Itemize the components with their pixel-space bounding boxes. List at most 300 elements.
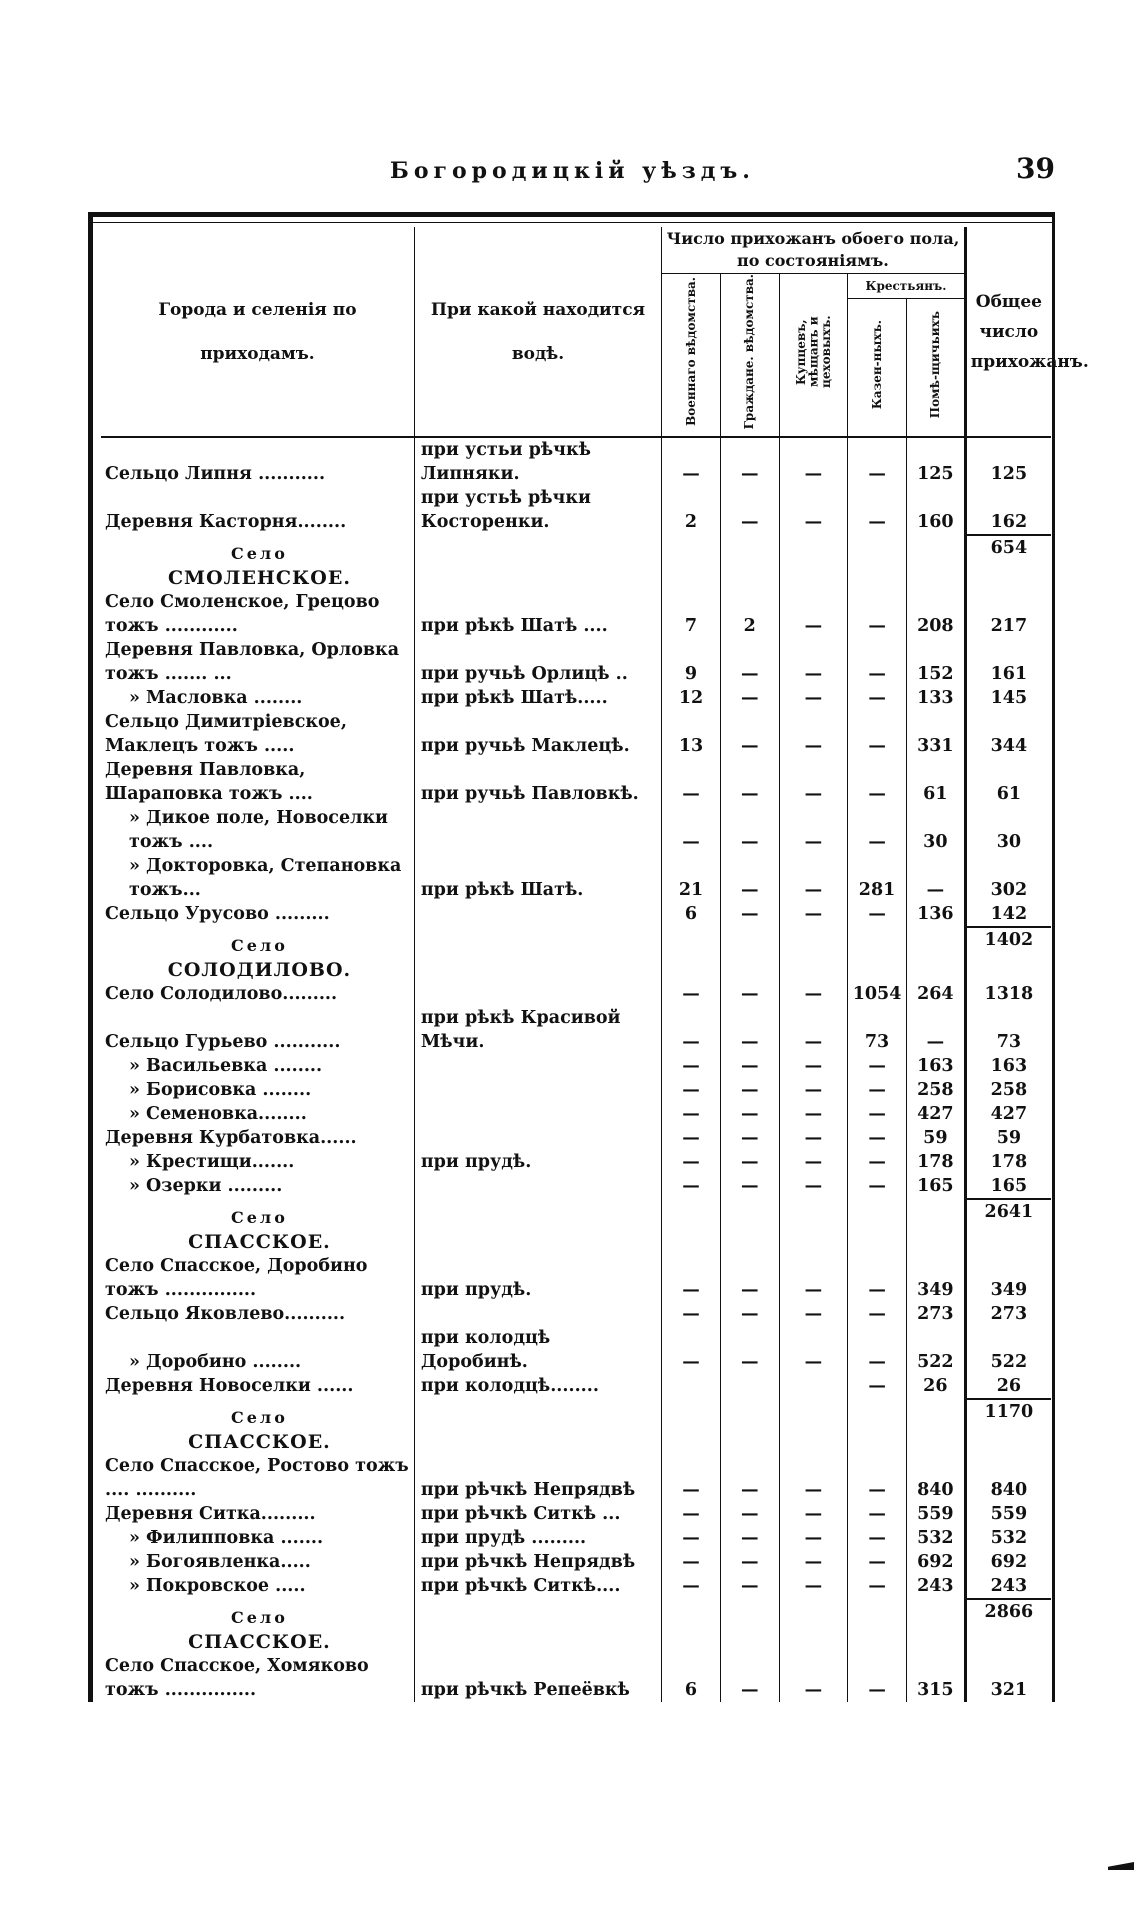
table-row bbox=[101, 982, 1051, 1006]
military-count: 12 bbox=[662, 686, 721, 710]
col-place-header: Города и селенія по приходамъ. bbox=[101, 227, 414, 437]
merchants-count: — bbox=[779, 1526, 848, 1550]
landlord-peasants-count: 315 bbox=[906, 1654, 965, 1702]
landlord-peasants-count: 30 bbox=[906, 806, 965, 854]
table-row bbox=[101, 437, 1051, 486]
merchants-count: — bbox=[779, 486, 848, 534]
section-kind: Село bbox=[231, 544, 288, 564]
table-row bbox=[101, 686, 1051, 710]
military-count bbox=[662, 1374, 721, 1398]
military-count: — bbox=[662, 1454, 721, 1502]
state-peasants-count: — bbox=[848, 1126, 907, 1150]
page-header bbox=[90, 150, 1055, 190]
place-name: Деревня Касторня........ bbox=[105, 512, 347, 533]
water-source: при устьѣ рѣчки Косторенки. bbox=[414, 486, 661, 534]
water-source bbox=[414, 1078, 661, 1102]
section-total-cell bbox=[965, 1398, 1051, 1454]
civil-count: — bbox=[720, 437, 779, 486]
state-peasants-count: — bbox=[848, 1454, 907, 1502]
table-body bbox=[101, 437, 1051, 1702]
state-peasants-count: — bbox=[848, 686, 907, 710]
water-source: при ручьѣ Павловкѣ. bbox=[414, 758, 661, 806]
landlord-peasants-count: 160 bbox=[906, 486, 965, 534]
table-row bbox=[101, 1078, 1051, 1102]
civil-count: — bbox=[720, 806, 779, 854]
civil-count: — bbox=[720, 686, 779, 710]
military-count: — bbox=[662, 1254, 721, 1302]
landlord-peasants-count: 125 bbox=[906, 437, 965, 486]
military-count: 13 bbox=[662, 710, 721, 758]
merchants-count: — bbox=[779, 854, 848, 902]
military-count: 9 bbox=[662, 638, 721, 686]
place-name: » Покровское ..... bbox=[129, 1576, 306, 1597]
water-source: при рѣкѣ Шатѣ .... bbox=[414, 590, 661, 638]
military-count: 7 bbox=[662, 590, 721, 638]
table-row bbox=[101, 806, 1051, 854]
col-landlord-header: Помѣ-щичьихъ bbox=[906, 299, 965, 438]
total-count: 532 bbox=[965, 1526, 1051, 1550]
civil-count: — bbox=[720, 1526, 779, 1550]
state-peasants-count: — bbox=[848, 1374, 907, 1398]
civil-count: — bbox=[720, 1126, 779, 1150]
total-count: 217 bbox=[965, 590, 1051, 638]
section-kind: Село bbox=[231, 936, 288, 956]
parish-table bbox=[101, 227, 1089, 1702]
military-count: — bbox=[662, 1302, 721, 1326]
water-source: при рѣчкѣ Репеёвкѣ bbox=[414, 1654, 661, 1702]
civil-count: — bbox=[720, 1654, 779, 1702]
state-peasants-count: — bbox=[848, 1150, 907, 1174]
merchants-count: — bbox=[779, 1254, 848, 1302]
section-name: СПАССКОЕ. bbox=[188, 1231, 331, 1254]
col-group-header: Число прихожанъ обоего пола, по состояніямъ. bbox=[662, 227, 966, 274]
water-source: при ручьѣ Орлицѣ .. bbox=[414, 638, 661, 686]
table-row bbox=[101, 1654, 1051, 1702]
state-peasants-count: 281 bbox=[848, 854, 907, 902]
military-count: — bbox=[662, 1502, 721, 1526]
table-row bbox=[101, 1374, 1051, 1398]
state-peasants-count: — bbox=[848, 1502, 907, 1526]
place-name: Село Спасское, Доробино тожъ ............... bbox=[105, 1256, 368, 1301]
landlord-peasants-count: 273 bbox=[906, 1302, 965, 1326]
merchants-count: — bbox=[779, 1502, 848, 1526]
military-count: — bbox=[662, 1126, 721, 1150]
section-heading bbox=[101, 926, 414, 982]
place-name: Деревня Ситка......... bbox=[105, 1504, 316, 1525]
place-name: Село Смоленское, Грецово тожъ ............ bbox=[105, 592, 380, 637]
place-name: Сельцо Димитріевское, Маклецъ тожъ ..... bbox=[105, 712, 347, 757]
merchants-count: — bbox=[779, 638, 848, 686]
total-count: 273 bbox=[965, 1302, 1051, 1326]
water-source: при устьи рѣчкѣ Липняки. bbox=[414, 437, 661, 486]
place-name: Село Спасское, Хомяково тожъ ............... bbox=[105, 1656, 369, 1701]
section-total-cell bbox=[965, 926, 1051, 982]
frame-rule bbox=[93, 222, 1052, 223]
place-name: Сельцо Яковлево.......... bbox=[105, 1304, 346, 1325]
merchants-count: — bbox=[779, 1550, 848, 1574]
military-count: 6 bbox=[662, 1654, 721, 1702]
water-source bbox=[414, 806, 661, 854]
register-table-frame bbox=[88, 212, 1089, 1702]
landlord-peasants-count: 331 bbox=[906, 710, 965, 758]
table-row bbox=[101, 486, 1051, 534]
civil-count: — bbox=[720, 854, 779, 902]
total-count: 30 bbox=[965, 806, 1051, 854]
col-total-header: Общее число прихожанъ. bbox=[965, 227, 1051, 437]
place-name: Деревня Новоселки ...... bbox=[105, 1376, 354, 1397]
total-count: 344 bbox=[965, 710, 1051, 758]
state-peasants-count: — bbox=[848, 710, 907, 758]
table-row bbox=[101, 1150, 1051, 1174]
state-peasants-count: 1054 bbox=[848, 982, 907, 1006]
civil-count: — bbox=[720, 902, 779, 926]
civil-count: — bbox=[720, 1174, 779, 1198]
landlord-peasants-count: 136 bbox=[906, 902, 965, 926]
merchants-count: — bbox=[779, 686, 848, 710]
water-source: при ручьѣ Маклецѣ. bbox=[414, 710, 661, 758]
table-row bbox=[101, 710, 1051, 758]
total-count: 427 bbox=[965, 1102, 1051, 1126]
place-name: » Масловка ........ bbox=[129, 688, 303, 709]
total-count: 163 bbox=[965, 1054, 1051, 1078]
section-heading-row bbox=[101, 1398, 1051, 1454]
section-heading bbox=[101, 1198, 414, 1254]
civil-count: — bbox=[720, 1574, 779, 1598]
military-count: — bbox=[662, 758, 721, 806]
civil-count: — bbox=[720, 710, 779, 758]
water-source: при прудѣ. bbox=[414, 1150, 661, 1174]
landlord-peasants-count: 178 bbox=[906, 1150, 965, 1174]
military-count: 2 bbox=[662, 486, 721, 534]
total-count: 165 bbox=[965, 1174, 1051, 1198]
merchants-count: — bbox=[779, 1302, 848, 1326]
landlord-peasants-count: 208 bbox=[906, 590, 965, 638]
landlord-peasants-count: 258 bbox=[906, 1078, 965, 1102]
civil-count: — bbox=[720, 1006, 779, 1054]
total-count: 162 bbox=[965, 486, 1051, 534]
section-heading-row bbox=[101, 534, 1051, 590]
total-count: 243 bbox=[965, 1574, 1051, 1598]
col-civil-header: Граждане. вѣдомства. bbox=[720, 274, 779, 438]
place-name: » Семеновка........ bbox=[129, 1104, 307, 1125]
state-peasants-count: — bbox=[848, 758, 907, 806]
state-peasants-count: — bbox=[848, 638, 907, 686]
section-kind: Село bbox=[231, 1208, 288, 1228]
state-peasants-count: — bbox=[848, 486, 907, 534]
table-row bbox=[101, 1174, 1051, 1198]
civil-count bbox=[720, 1374, 779, 1398]
military-count: — bbox=[662, 1326, 721, 1374]
place-name: » Озерки ......... bbox=[129, 1176, 283, 1197]
landlord-peasants-count: — bbox=[906, 1006, 965, 1054]
water-source bbox=[414, 1054, 661, 1078]
state-peasants-count: — bbox=[848, 1526, 907, 1550]
total-count: 73 bbox=[965, 1006, 1051, 1054]
military-count: — bbox=[662, 982, 721, 1006]
table-row bbox=[101, 590, 1051, 638]
table-row bbox=[101, 1550, 1051, 1574]
table-row bbox=[101, 1102, 1051, 1126]
landlord-peasants-count: 133 bbox=[906, 686, 965, 710]
place-name: » Филипповка ....... bbox=[129, 1528, 324, 1549]
landlord-peasants-count: 165 bbox=[906, 1174, 965, 1198]
total-count: 302 bbox=[965, 854, 1051, 902]
merchants-count: — bbox=[779, 437, 848, 486]
water-source bbox=[414, 902, 661, 926]
total-count: 349 bbox=[965, 1254, 1051, 1302]
page-corner-mark bbox=[1108, 1862, 1134, 1870]
total-count: 61 bbox=[965, 758, 1051, 806]
total-count: 258 bbox=[965, 1078, 1051, 1102]
total-count: 178 bbox=[965, 1150, 1051, 1174]
landlord-peasants-count: 59 bbox=[906, 1126, 965, 1150]
page-number: 39 bbox=[1016, 152, 1055, 185]
water-source: при прудѣ. bbox=[414, 1254, 661, 1302]
section-total: 1170 bbox=[967, 1398, 1051, 1424]
page-title: Богородицкій уѣздъ. bbox=[390, 158, 755, 184]
place-name: Село Солодилово......... bbox=[105, 984, 338, 1005]
section-kind: Село bbox=[231, 1608, 288, 1628]
military-count: 21 bbox=[662, 854, 721, 902]
section-heading bbox=[101, 1598, 414, 1654]
place-name: Деревня Курбатовка...... bbox=[105, 1128, 357, 1149]
table-row bbox=[101, 638, 1051, 686]
section-total: 2866 bbox=[967, 1598, 1051, 1624]
landlord-peasants-count: 243 bbox=[906, 1574, 965, 1598]
civil-count: 2 bbox=[720, 590, 779, 638]
total-count: 321 bbox=[965, 1654, 1051, 1702]
place-name: Сельцо Гурьево ........... bbox=[105, 1032, 341, 1053]
place-name: » Доробино ........ bbox=[129, 1352, 302, 1373]
civil-count: — bbox=[720, 1326, 779, 1374]
water-source: при рѣкѣ Шатѣ..... bbox=[414, 686, 661, 710]
civil-count: — bbox=[720, 1550, 779, 1574]
section-heading-row bbox=[101, 926, 1051, 982]
water-source: при рѣкѣ Красивой Мѣчи. bbox=[414, 1006, 661, 1054]
total-count: 559 bbox=[965, 1502, 1051, 1526]
water-source: при рѣчкѣ Непрядвѣ bbox=[414, 1550, 661, 1574]
state-peasants-count: — bbox=[848, 1102, 907, 1126]
state-peasants-count: — bbox=[848, 437, 907, 486]
section-total: 2641 bbox=[967, 1198, 1051, 1224]
water-source bbox=[414, 982, 661, 1006]
total-count: 522 bbox=[965, 1326, 1051, 1374]
section-total-cell bbox=[965, 1198, 1051, 1254]
military-count: — bbox=[662, 1550, 721, 1574]
table-row bbox=[101, 758, 1051, 806]
section-name: СПАССКОЕ. bbox=[188, 1631, 331, 1654]
merchants-count: — bbox=[779, 1454, 848, 1502]
merchants-count: — bbox=[779, 1078, 848, 1102]
military-count: — bbox=[662, 1174, 721, 1198]
table-row bbox=[101, 1006, 1051, 1054]
section-total: 1402 bbox=[967, 926, 1051, 952]
state-peasants-count: — bbox=[848, 1326, 907, 1374]
table-header bbox=[101, 227, 1089, 437]
landlord-peasants-count: 532 bbox=[906, 1526, 965, 1550]
section-total-cell bbox=[965, 1598, 1051, 1654]
merchants-count: — bbox=[779, 1174, 848, 1198]
military-count: — bbox=[662, 1078, 721, 1102]
state-peasants-count: — bbox=[848, 1550, 907, 1574]
military-count: — bbox=[662, 437, 721, 486]
landlord-peasants-count: 840 bbox=[906, 1454, 965, 1502]
place-name: Село Спасское, Ростово тожъ .... .......... bbox=[105, 1456, 409, 1501]
col-military-header: Военнаго вѣдомства. bbox=[662, 274, 721, 438]
merchants-count: — bbox=[779, 1006, 848, 1054]
state-peasants-count: — bbox=[848, 902, 907, 926]
merchants-count: — bbox=[779, 1126, 848, 1150]
landlord-peasants-count: 559 bbox=[906, 1502, 965, 1526]
civil-count: — bbox=[720, 1502, 779, 1526]
table-row bbox=[101, 1454, 1051, 1502]
military-count: — bbox=[662, 1054, 721, 1078]
state-peasants-count: — bbox=[848, 1254, 907, 1302]
section-kind: Село bbox=[231, 1408, 288, 1428]
merchants-count: — bbox=[779, 1054, 848, 1078]
civil-count: — bbox=[720, 1054, 779, 1078]
col-water-header: При какой находится водѣ. bbox=[414, 227, 661, 437]
col-peasants-header: Крестьянъ. bbox=[848, 274, 966, 299]
military-count: — bbox=[662, 1574, 721, 1598]
state-peasants-count: 73 bbox=[848, 1006, 907, 1054]
water-source: при колодцѣ Доробинѣ. bbox=[414, 1326, 661, 1374]
merchants-count: — bbox=[779, 1574, 848, 1598]
section-heading-row bbox=[101, 1198, 1051, 1254]
state-peasants-count: — bbox=[848, 806, 907, 854]
section-name: СОЛОДИЛОВО. bbox=[167, 959, 352, 982]
total-count: 840 bbox=[965, 1454, 1051, 1502]
water-source: при прудѣ ......... bbox=[414, 1526, 661, 1550]
water-source bbox=[414, 1174, 661, 1198]
total-count: 161 bbox=[965, 638, 1051, 686]
state-peasants-count: — bbox=[848, 1654, 907, 1702]
civil-count: — bbox=[720, 1102, 779, 1126]
total-count: 1318 bbox=[965, 982, 1051, 1006]
water-source: при рѣчкѣ Ситкѣ.... bbox=[414, 1574, 661, 1598]
military-count: — bbox=[662, 1150, 721, 1174]
civil-count: — bbox=[720, 758, 779, 806]
military-count: — bbox=[662, 806, 721, 854]
section-total-cell bbox=[965, 534, 1051, 590]
section-name: СПАССКОЕ. bbox=[188, 1431, 331, 1454]
water-source: при рѣчкѣ Непрядвѣ bbox=[414, 1454, 661, 1502]
merchants-count: — bbox=[779, 758, 848, 806]
place-name: Сельцо Липня ........... bbox=[105, 464, 326, 485]
place-name: » Докторовка, Степановка тожъ... bbox=[129, 856, 402, 901]
military-count: — bbox=[662, 1526, 721, 1550]
place-name: » Васильевка ........ bbox=[129, 1056, 323, 1077]
section-heading-row bbox=[101, 1598, 1051, 1654]
place-name: » Дикое поле, Новоселки тожъ .... bbox=[129, 808, 389, 853]
table-row bbox=[101, 1054, 1051, 1078]
place-name: Деревня Павловка, Шараповка тожъ .... bbox=[105, 760, 313, 805]
military-count: — bbox=[662, 1102, 721, 1126]
civil-count: — bbox=[720, 1150, 779, 1174]
table-row bbox=[101, 1254, 1051, 1302]
state-peasants-count: — bbox=[848, 1078, 907, 1102]
state-peasants-count: — bbox=[848, 1302, 907, 1326]
merchants-count bbox=[779, 1374, 848, 1398]
total-count: 26 bbox=[965, 1374, 1051, 1398]
landlord-peasants-count: 152 bbox=[906, 638, 965, 686]
civil-count: — bbox=[720, 638, 779, 686]
total-count: 145 bbox=[965, 686, 1051, 710]
table-row bbox=[101, 1574, 1051, 1598]
table-row bbox=[101, 1326, 1051, 1374]
landlord-peasants-count: 61 bbox=[906, 758, 965, 806]
total-count: 125 bbox=[965, 437, 1051, 486]
merchants-count: — bbox=[779, 982, 848, 1006]
landlord-peasants-count: — bbox=[906, 854, 965, 902]
landlord-peasants-count: 163 bbox=[906, 1054, 965, 1078]
state-peasants-count: — bbox=[848, 590, 907, 638]
place-name: » Борисовка ........ bbox=[129, 1080, 312, 1101]
table-row bbox=[101, 854, 1051, 902]
table-row bbox=[101, 902, 1051, 926]
place-name: » Богоявленка..... bbox=[129, 1552, 311, 1573]
state-peasants-count: — bbox=[848, 1054, 907, 1078]
col-state-header: Казен-ныхъ. bbox=[848, 299, 907, 438]
place-name: Деревня Павловка, Орловка тожъ ....... ... bbox=[105, 640, 400, 685]
merchants-count: — bbox=[779, 902, 848, 926]
table-row bbox=[101, 1302, 1051, 1326]
water-source bbox=[414, 1126, 661, 1150]
landlord-peasants-count: 26 bbox=[906, 1374, 965, 1398]
section-total: 654 bbox=[967, 534, 1051, 560]
landlord-peasants-count: 349 bbox=[906, 1254, 965, 1302]
civil-count: — bbox=[720, 1078, 779, 1102]
landlord-peasants-count: 264 bbox=[906, 982, 965, 1006]
merchants-count: — bbox=[779, 1654, 848, 1702]
civil-count: — bbox=[720, 1254, 779, 1302]
place-name: » Крестищи....... bbox=[129, 1152, 295, 1173]
landlord-peasants-count: 427 bbox=[906, 1102, 965, 1126]
merchants-count: — bbox=[779, 710, 848, 758]
section-heading bbox=[101, 1398, 414, 1454]
place-name: Сельцо Урусово ......... bbox=[105, 904, 330, 925]
civil-count: — bbox=[720, 1454, 779, 1502]
merchants-count: — bbox=[779, 806, 848, 854]
section-name: СМОЛЕНСКОЕ. bbox=[167, 567, 351, 590]
civil-count: — bbox=[720, 486, 779, 534]
water-source bbox=[414, 1302, 661, 1326]
total-count: 692 bbox=[965, 1550, 1051, 1574]
landlord-peasants-count: 522 bbox=[906, 1326, 965, 1374]
merchants-count: — bbox=[779, 1150, 848, 1174]
water-source: при колодцѣ........ bbox=[414, 1374, 661, 1398]
merchants-count: — bbox=[779, 1102, 848, 1126]
table-row bbox=[101, 1502, 1051, 1526]
landlord-peasants-count: 692 bbox=[906, 1550, 965, 1574]
total-count: 59 bbox=[965, 1126, 1051, 1150]
water-source bbox=[414, 1102, 661, 1126]
civil-count: — bbox=[720, 982, 779, 1006]
military-count: — bbox=[662, 1006, 721, 1054]
table-row bbox=[101, 1126, 1051, 1150]
military-count: 6 bbox=[662, 902, 721, 926]
merchants-count: — bbox=[779, 1326, 848, 1374]
merchants-count: — bbox=[779, 590, 848, 638]
state-peasants-count: — bbox=[848, 1574, 907, 1598]
water-source: при рѣчкѣ Ситкѣ ... bbox=[414, 1502, 661, 1526]
civil-count: — bbox=[720, 1302, 779, 1326]
col-merchants-header: Купцевъ, мѣщанъ и цеховыхъ. bbox=[779, 274, 848, 438]
water-source: при рѣкѣ Шатѣ. bbox=[414, 854, 661, 902]
table-row bbox=[101, 1526, 1051, 1550]
total-count: 142 bbox=[965, 902, 1051, 926]
section-heading bbox=[101, 534, 414, 590]
